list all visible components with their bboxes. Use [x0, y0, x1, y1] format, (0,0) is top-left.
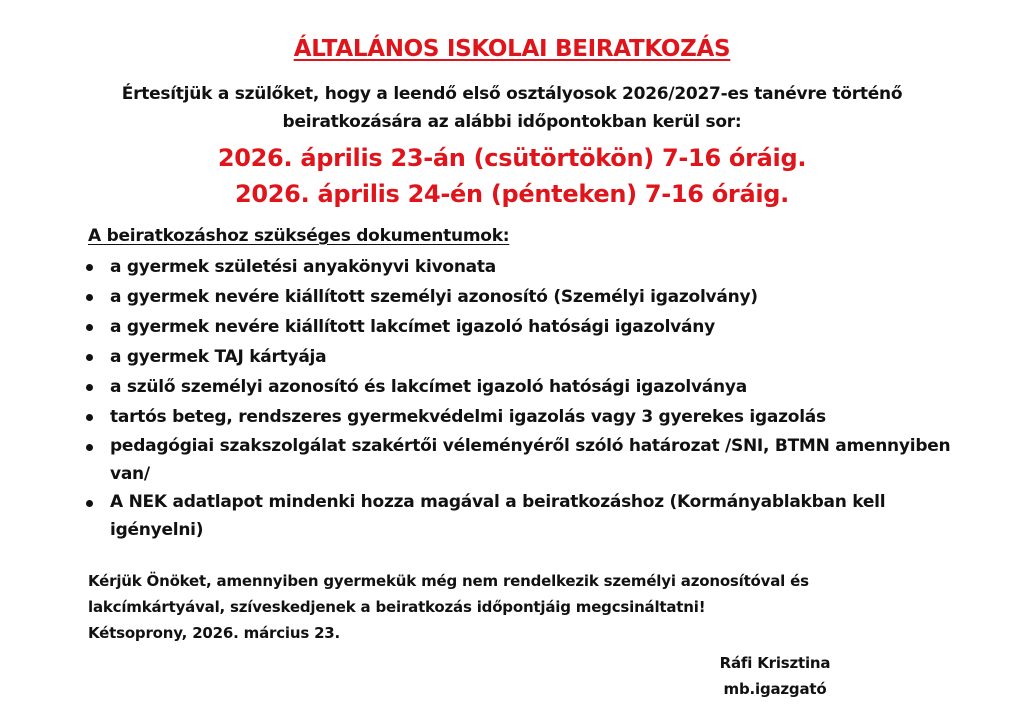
enrollment-date-1: 2026. április 23-án (csütörtökön) 7-16 óráig. — [217, 144, 807, 172]
bullet-icon — [86, 414, 93, 421]
list-item-text: a gyermek nevére kiállított lakcímet igazoló hatósági igazolvány — [110, 317, 715, 337]
closing-text — [88, 568, 948, 646]
signature-role: mb.igazgató — [723, 680, 827, 698]
enrollment-date-2: 2026. április 24-én (pénteken) 7-16 óráig. — [234, 180, 789, 208]
list-item — [80, 402, 960, 432]
list-item — [80, 432, 960, 488]
list-item — [80, 342, 960, 372]
notice-title: ÁLTALÁNOS ISKOLAI BEIRATKOZÁS — [293, 36, 731, 62]
list-item-text: a gyermek TAJ kártyája — [110, 347, 327, 367]
intro-text — [80, 80, 944, 136]
intro-line-1: Értesítjük a szülőket, hogy a leendő első osztályosok 2026/2027-es tanévre történő — [121, 84, 903, 104]
list-item — [80, 282, 960, 312]
closing-line-2: lakcímkártyával, szíveskedjenek a beiratkozás időpontjáig megcsináltatni! — [88, 598, 706, 616]
closing-line-1: Kérjük Önöket, amennyiben gyermekük még nem rendelkezik személyi azonosítóval és — [88, 572, 809, 590]
list-item-text: A NEK adatlapot mindenki hozza magával a beiratkozáshoz (Kormányablakban kell igényelni) — [110, 492, 886, 540]
documents-list — [80, 252, 960, 544]
bullet-icon — [86, 500, 93, 507]
bullet-icon — [86, 294, 93, 301]
list-item — [80, 372, 960, 402]
list-item — [80, 252, 960, 282]
signature-name: Ráfi Krisztina — [719, 654, 831, 672]
bullet-icon — [86, 384, 93, 391]
list-item-text: pedagógiai szakszolgálat szakértői véleményéről szóló határozat /SNI, BTMN amennyiben van/ — [110, 436, 951, 484]
documents-heading: A beiratkozáshoz szükséges dokumentumok: — [88, 226, 510, 246]
bullet-icon — [86, 354, 93, 361]
bullet-icon — [86, 264, 93, 271]
list-item-text: tartós beteg, rendszeres gyermekvédelmi igazolás vagy 3 gyerekes igazolás — [110, 407, 826, 427]
bullet-icon — [86, 324, 93, 331]
list-item-text: a szülő személyi azonosító és lakcímet igazoló hatósági igazolványa — [110, 377, 747, 397]
list-item — [80, 488, 960, 544]
signature-block — [690, 650, 860, 702]
list-item-text: a gyermek születési anyakönyvi kivonata — [110, 257, 496, 277]
intro-line-2: beiratkozására az alábbi időpontokban kerül sor: — [282, 112, 742, 132]
place-date: Kétsoprony, 2026. március 23. — [88, 624, 341, 642]
bullet-icon — [86, 444, 93, 451]
list-item — [80, 312, 960, 342]
list-item-text: a gyermek nevére kiállított személyi azonosító (Személyi igazolvány) — [110, 287, 758, 307]
enrollment-dates — [0, 140, 1024, 212]
